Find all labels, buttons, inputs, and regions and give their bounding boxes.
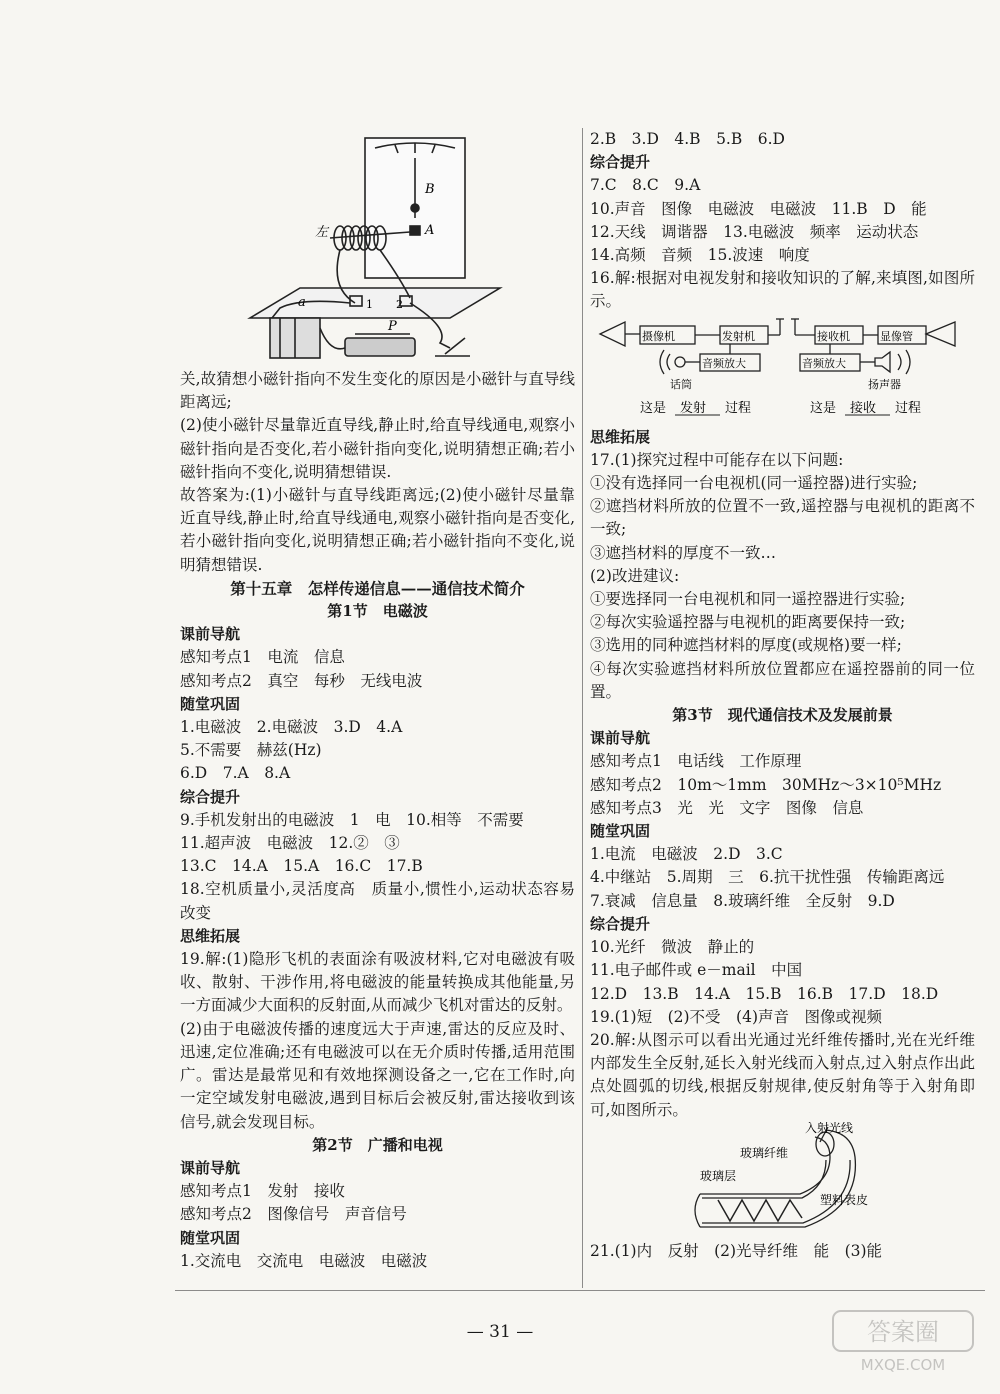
label-P: P [388,319,397,334]
answer-paragraph: 16.解:根据对电视发射和接收知识的了解,来填图,如图所示。 [590,269,975,311]
label-B: B [425,182,435,197]
left-column [180,128,575,1273]
para-conclusion-2: (2)使小磁针尽量靠近直导线,静止时,给直导线通电,观察小磁针指向是否变化,若小磁针指向变化,说明猜想正确;若小磁针指向不变化,说明猜想错误. [180,416,575,481]
answer-line: 感知考点2 10m～1mm 30MHz～3×10⁵MHz [590,775,942,794]
audio-amp-2: 音频放大 [802,356,846,370]
answer-line: 10.光纤 微波 静止的 [590,938,755,957]
answer-line: 感知考点2 真空 每秒 无线电波 [180,671,423,690]
answer-line: 1.交流电 交流电 电磁波 电磁波 [180,1251,428,1270]
watermark-bottom: MXQE.COM [860,1356,946,1374]
transmitter-box: 发射机 [722,329,755,343]
answer-line: 14.高频 音频 15.波速 响度 [590,246,810,265]
answer-paragraph: (2)由于电磁波传播的速度远大于声速,雷达的反应及时、迅速,定位准确;还有电磁波可以在无介质时传播,适用范围广。雷达是最常见和有效地探测设备之一,它在工作时,向一定空域发射电磁波,遇到目标后会被反射,雷达接收到该信号,就会发现目标。 [180,1019,575,1131]
microphone-label: 话筒 [670,377,692,391]
answer-paragraph: ②遮挡材料所放的位置不一致,遥控器与电视机的距离不一致; [590,497,975,539]
answer-line: 10.声音 图像 电磁波 电磁波 11.B D 能 [590,199,927,218]
circuit-diagram [180,128,575,368]
para-conclusion-1: 关,故猜想小磁针指向不发生变化的原因是小磁针与直导线距离远; [180,370,575,412]
heading-practice: 随堂巩固 [180,1228,241,1247]
answer-line: 感知考点1 电话线 工作原理 [590,752,802,771]
label-left: 左 [315,225,329,240]
optical-fiber-diagram [590,1122,975,1240]
answer-line: 6.D 7.A 8.A [180,764,291,783]
display-tube-box: 显像管 [880,329,913,343]
answer-line: ②每次实验遥控器与电视机的距离要保持一致; [590,613,906,632]
answer-line: 感知考点2 图像信号 声音信号 [180,1205,407,1224]
answer-line: 17.(1)探究过程中可能存在以下问题: [590,450,844,469]
answer-line: 感知考点3 光 光 文字 图像 信息 [590,798,864,817]
glass-fiber-label: 玻璃纤维 [740,1145,789,1160]
answer-line: 4.中继站 5.周期 三 6.抗干扰性强 传输距离远 [590,868,945,887]
answer-line: 11.超声波 电磁波 12.② ③ [180,834,400,853]
answer-line: 12.天线 调谐器 13.电磁波 频率 运动状态 [590,222,919,241]
page-number: — 31 — [466,1322,534,1342]
answer-line: 11.电子邮件或 e－mail 中国 [590,961,803,980]
answer-line: ①没有选择同一台电视机(同一遥控器)进行实验; [590,474,918,493]
heading-preview: 课前导航 [590,729,651,748]
answer-line: 1.电磁波 2.电磁波 3.D 4.A [180,718,403,737]
answer-paragraph: 19.解:(1)隐形飞机的表面涂有吸波材料,它对电磁波有吸收、散射、干涉作用,将电磁波的能量转换成其他能量,另一方面减少大面积的反射面,从而减少飞机对雷达的反射。 [180,950,575,1015]
caption-recv-b: 接收 [850,400,877,416]
incident-ray-label: 入射光线 [805,1121,854,1135]
watermark-top: 答案圈 [867,1318,939,1346]
fiber-figure [590,1122,975,1240]
caption-recv-a: 这是 [810,400,837,416]
caption-recv-c: 过程 [895,400,922,416]
section-1-title: 第1节 电磁波 [327,602,428,621]
receiver-box: 接收机 [817,329,850,343]
answer-line: 感知考点1 电流 信息 [180,648,345,667]
plastic-skin-label: 塑料表皮 [820,1192,869,1207]
answer-paragraph: 18.空机质量小,灵活度高 质量小,惯性小,运动状态容易改变 [180,880,575,922]
para-answer: 故答案为:(1)小磁针与直导线距离远;(2)使小磁针尽量靠近直导线,静止时,给直导线通电,观察小磁针指向是否变化,若小磁针指向变化,说明猜想正确;若小磁针指向不变化,说明猜想错误. [180,486,575,574]
chapter-title: 第十五章 怎样传递信息——通信技术简介 [230,578,525,598]
answer-line: 7.衰减 信息量 8.玻璃纤维 全反射 9.D [590,891,895,910]
answer-line: 5.不需要 赫兹(Hz) [180,741,322,760]
heading-extend: 思维拓展 [590,427,651,446]
caption-send-a: 这是 [640,400,667,416]
answer-paragraph: 20.解:从图示可以看出光通过光纤维传播时,光在光纤维内部发生全反射,延长入射光线而入射点,过入射点作出此点处圆弧的切线,根据反射规律,使反射角等于入射角即可,如图所示。 [590,1030,975,1119]
answer-line: 2.B 3.D 4.B 5.B 6.D [590,130,785,148]
answer-line: 7.C 8.C 9.A [590,176,701,195]
heading-improve: 综合提升 [590,914,651,933]
tv-diagram [590,314,975,426]
heading-practice: 随堂巩固 [590,822,651,841]
answer-line: 21.(1)内 反射 (2)光导纤维 能 (3)能 [590,1241,883,1260]
glass-layer-label: 玻璃层 [700,1168,737,1183]
heading-improve: 综合提升 [180,787,241,806]
heading-preview: 课前导航 [180,625,241,644]
section-3-title: 第3节 现代通信技术及发展前景 [672,706,893,725]
column-divider [582,128,583,1288]
answer-line: 感知考点1 发射 接收 [180,1182,345,1201]
camera-box: 摄像机 [642,329,675,343]
section-2-title: 第2节 广播和电视 [312,1135,443,1154]
answer-line: 1.电流 电磁波 2.D 3.C [590,845,783,864]
right-column [590,128,975,1263]
answer-line: 19.(1)短 (2)不受 (4)声音 图像或视频 [590,1007,883,1026]
caption-send-b: 发射 [680,400,707,416]
answer-line: 12.D 13.B 14.A 15.B 16.B 17.D 18.D [590,984,939,1003]
answer-line: ①要选择同一台电视机和同一遥控器进行实验; [590,590,906,609]
footer-rule [175,1290,985,1291]
answer-line: 9.手机发射出的电磁波 1 电 10.相等 不需要 [180,810,524,829]
circuit-figure [180,128,575,368]
audio-amp-1: 音频放大 [702,356,746,370]
heading-preview: 课前导航 [180,1158,241,1177]
label-1: 1 [366,298,373,311]
heading-improve: 综合提升 [590,153,651,172]
answer-paragraph: ④每次实验遮挡材料所放位置都应在遥控器前的同一位置。 [590,659,975,701]
caption-send-c: 过程 [725,400,752,416]
label-A: A [425,223,435,238]
label-a: a [298,295,306,310]
heading-extend: 思维拓展 [180,926,241,945]
label-2: 2 [396,298,403,311]
answer-line: ③选用的同种遮挡材料的厚度(或规格)要一样; [590,636,902,655]
answer-line: ③遮挡材料的厚度不一致… [590,543,777,562]
watermark-logo [828,1306,978,1376]
answer-line: 13.C 14.A 15.A 16.C 17.B [180,857,423,876]
answer-line: (2)改进建议: [590,566,680,585]
tv-signal-diagram [590,314,975,426]
heading-practice: 随堂巩固 [180,694,241,713]
speaker-label: 扬声器 [868,377,901,391]
